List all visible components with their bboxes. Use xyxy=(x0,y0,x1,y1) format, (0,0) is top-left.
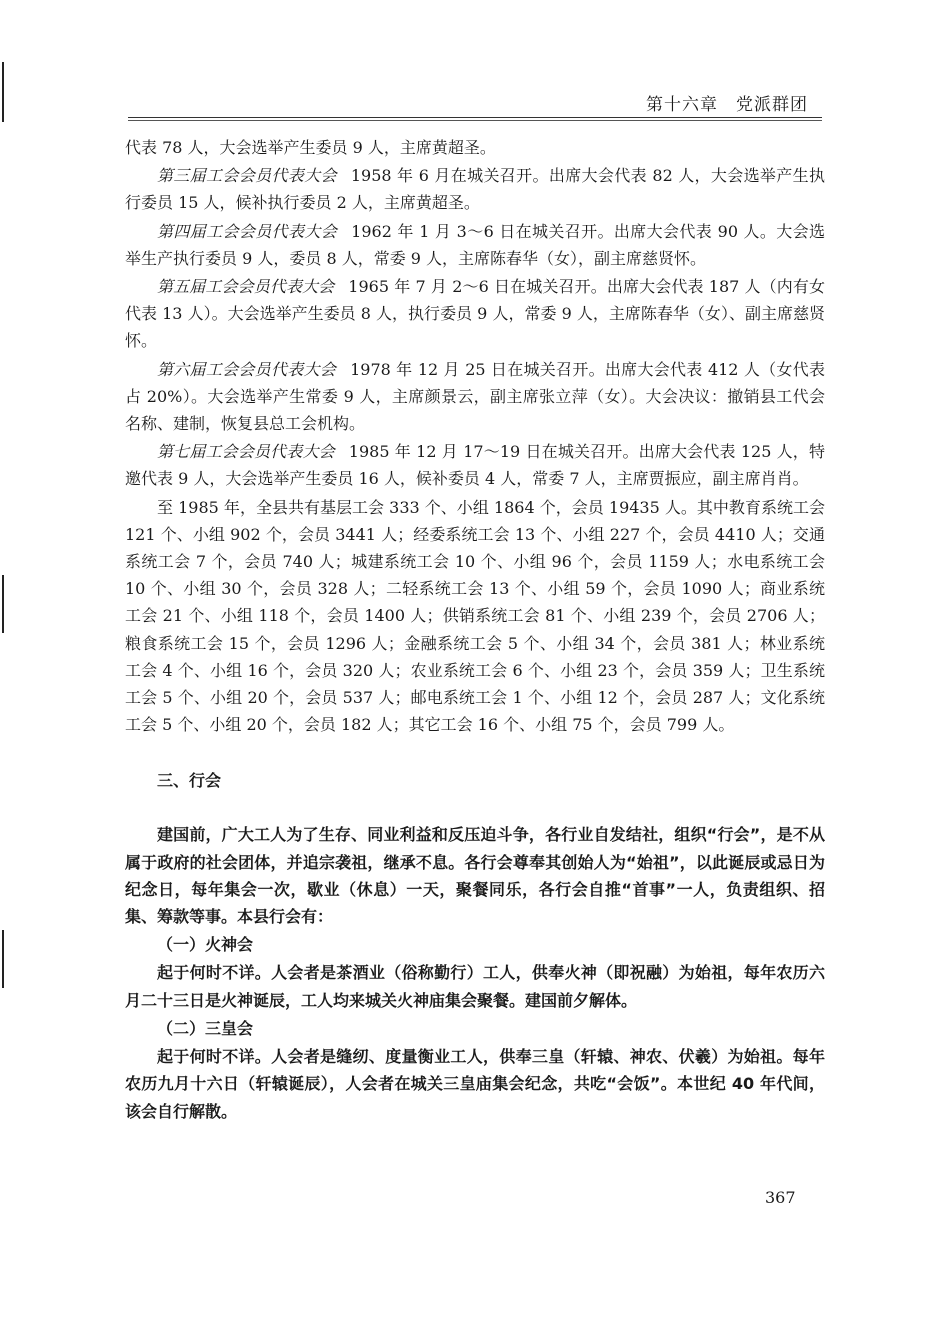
congress-body: 1962 年 1 月 3～6 日在城关召开。出席大会代表 90 人。大会选举生产执行委员 9 人，委员 8 人，常委 9 人，主席陈春华（女），副主席慈贤怀。 xyxy=(125,221,825,268)
congress-body: 1985 年 12 月 17～19 日在城关召开。出席大会代表 125 人，特邀代表 9 人，大会选举产生委员 16 人，候补委员 4 人，常委 7 人，主席贾振应，副主席肖肖。 xyxy=(125,442,825,489)
paragraph-fire-god-guild: 起于何时不详。人会者是茶酒业（俗称勤行）工人，供奉火神（即祝融）为始祖，每年农历六月二十三日是火神诞辰，工人均来城关火神庙集会聚餐。建国前夕解体。 xyxy=(125,963,825,1010)
binding-mark-bottom xyxy=(2,930,4,988)
section-heading: 三、行会 xyxy=(157,771,222,791)
chapter-header: 第十六章 党派群团 xyxy=(646,95,808,115)
congress-title: 第五届工会会员代表大会 xyxy=(157,277,335,297)
congress-title: 第三届工会会员代表大会 xyxy=(157,166,337,186)
congress-body: 1978 年 12 月 25 日在城关召开。出席大会代表 412 人（女代表占 20%）。大会选举产生常委 9 人，主席颜景云，副主席张立萍（女）。大会决议：撤销县工代会名称、建制，恢复县总工会机构。 xyxy=(125,359,825,434)
paragraph-fifth-congress xyxy=(125,273,825,355)
paragraph-sixth-congress xyxy=(125,356,825,438)
paragraph-third-congress xyxy=(125,162,825,216)
binding-mark-top xyxy=(2,62,4,122)
congress-body: 1965 年 7 月 2～6 日在城关召开。出席大会代表 187 人（内有女代表 13 人）。大会选举产生委员 8 人，执行委员 9 人，常委 9 人，主席陈春华（女）、副主席慈贤怀。 xyxy=(125,277,825,351)
congress-title: 第四届工会会员代表大会 xyxy=(157,221,338,241)
paragraph-three-emperors-guild: 起于何时不详。人会者是缝纫、度量衡业工人，供奉三皇（轩辕、神农、伏羲）为始祖。每年农历九月十六日（轩辕诞辰），人会者在城关三皇庙集会纪念，共吃“会饭”。本世纪 40 年代间，该会自行解散。 xyxy=(125,1047,825,1121)
paragraph-seventh-congress xyxy=(125,438,825,492)
paragraph-continued: 代表 78 人，大会选举产生委员 9 人，主席黄超圣。 xyxy=(125,138,496,157)
congress-title: 第七届工会会员代表大会 xyxy=(157,442,335,462)
page-number: 367 xyxy=(765,1188,796,1207)
paragraph-fourth-congress xyxy=(125,218,825,272)
header-rule xyxy=(128,117,822,118)
subheading-fire-god-guild: （一）火神会 xyxy=(157,935,254,955)
subheading-three-emperors-guild: （二）三皇会 xyxy=(157,1018,254,1038)
congress-body: 1958 年 6 月在城关召开。出席大会代表 82 人，大会选举产生执行委员 15 人，候补执行委员 2 人，主席黄超圣。 xyxy=(125,166,825,213)
binding-mark-middle xyxy=(2,575,4,633)
congress-title: 第六届工会会员代表大会 xyxy=(157,359,337,379)
paragraph-guild-intro: 建国前，广大工人为了生存、同业利益和反压迫斗争，各行业自发结社，组织“行会”，是不从属于政府的社会团体，并追宗袭祖，继承不息。各行会尊奉其创始人为“始祖”，以此诞辰或忌日为纪念日，每年集会一次，歇业（休息）一天，聚餐同乐，各行会自推“首事”一人，负责组织、招集、筹款等事。本县行会有： xyxy=(125,825,825,927)
paragraph-union-statistics: 至 1985 年，全县共有基层工会 333 个、小组 1864 个，会员 19435 人。其中教育系统工会 121 个、小组 902 个，会员 3441 人；经委系统工会 13 个、小组 227 个，会员 4410 人；交通系统工会 7 个，会员 740 人；城建系统工会 10 个、小组 96 个，会员 1159 人；水电系统工会 10 个、小组 30 个，会员 328 人；二轻系统工会 13 个、小组 59 个，会员 1090 人；商业系统工会 21 个、小组 118 个，会员 1400 人；供销系统工会 81 个、小组 239 个，会员 2706 人；粮食系统工会 15 个，会员 1296 人；金融系统工会 5 个、小组 34 个，会员 381 人；林业系统工会 4 个、小组 16 个，会员 320 人；农业系统工会 6 个、小组 23 个，会员 359 人；卫生系统工会 5 个、小组 20 个，会员 537 人；邮电系统工会 1 个、小组 12 个，会员 287 人；文化系统工会 5 个、小组 20 个，会员 182 人；其它工会 16 个、小组 75 个，会员 799 人。 xyxy=(125,497,825,735)
page-body xyxy=(125,134,825,1125)
header-rule-secondary xyxy=(128,120,822,121)
